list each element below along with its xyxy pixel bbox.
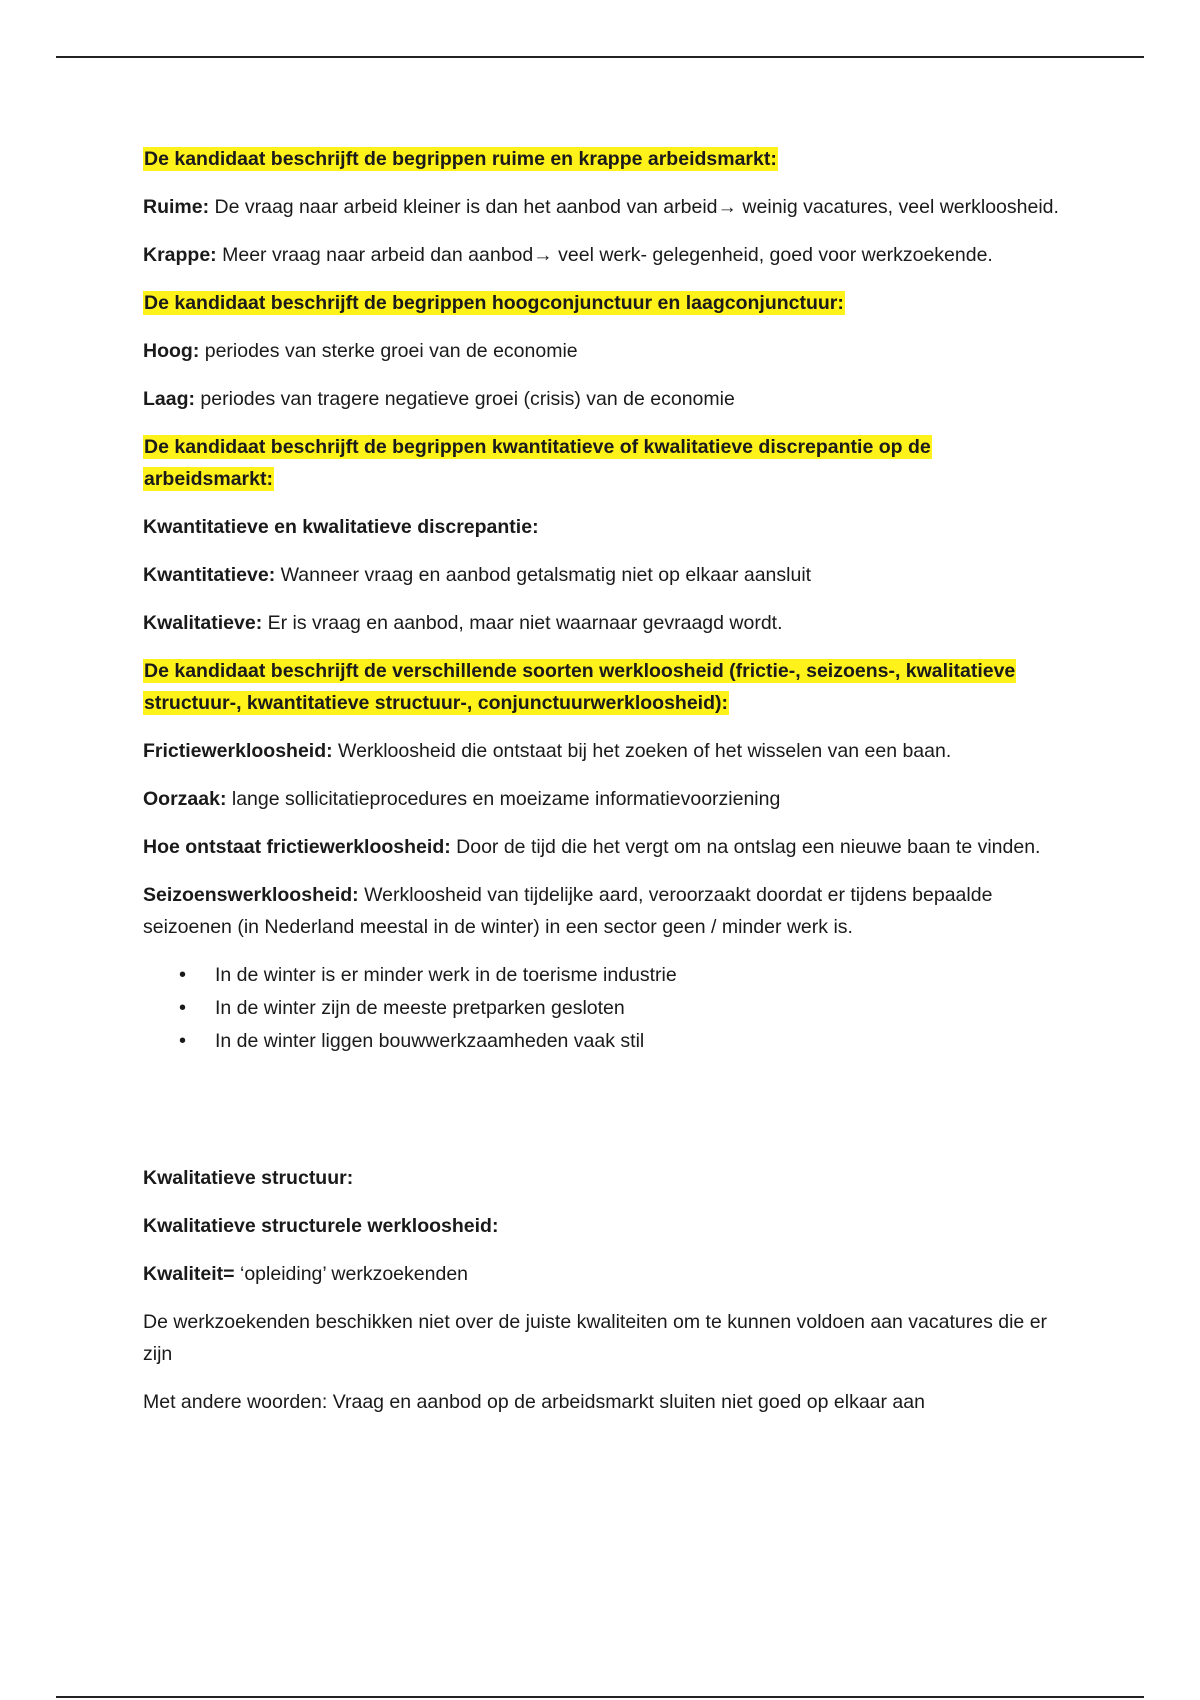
heading-ruime-krappe: De kandidaat beschrijft de begrippen ruime en krappe arbeidsmarkt: (144, 148, 777, 170)
definition-frictie: Frictiewerkloosheid: Werkloosheid die ontstaat bij het zoeken of het wisselen van een baan. (143, 740, 952, 762)
definition-laag: Laag: periodes van tragere negatieve groei (crisis) van de economie (143, 388, 735, 410)
definition-hoe-ontstaat: Hoe ontstaat frictiewerkloosheid: Door de tijd die het vergt om na ontslag een nieuwe baan te vinden. (143, 836, 1041, 858)
definition-krappe: Krappe: Meer vraag naar arbeid dan aanbod→ veel werk- gelegenheid, goed voor werkzoekende. (143, 244, 993, 266)
subheading-kwalitatieve-structuur: Kwalitatieve structuur: (143, 1167, 354, 1189)
paragraph-kwaliteiten: De werkzoekenden beschikken niet over de juiste kwaliteiten om te kunnen voldoen aan vacatures die er zijn (143, 1311, 1048, 1365)
definition-seizoen: Seizoenswerkloosheid: Werkloosheid van tijdelijke aard, veroorzaakt doordat er tijdens bepaalde seizoenen (in Nederland meestal in de winter) in een sector geen / minder werk is. (143, 884, 993, 938)
definition-hoog: Hoog: periodes van sterke groei van de economie (143, 340, 578, 362)
definition-oorzaak: Oorzaak: lange sollicitatieprocedures en moeizame informatievoorziening (143, 788, 781, 810)
heading-discrepantie: De kandidaat beschrijft de begrippen kwantitatieve of kwalitatieve discrepantie op de arbeidsmarkt: (144, 436, 931, 490)
top-rule (56, 56, 1144, 58)
definition-kwaliteit: Kwaliteit= ‘opleiding’ werkzoekenden (143, 1263, 469, 1285)
seizoen-examples-list (143, 959, 1063, 1058)
document-body (143, 143, 1063, 1434)
subheading-discrepantie: Kwantitatieve en kwalitatieve discrepantie: (143, 516, 539, 538)
list-item: • In de winter liggen bouwwerkzaamheden vaak stil (215, 1025, 1063, 1058)
subheading-kwalitatieve-structurele: Kwalitatieve structurele werkloosheid: (143, 1215, 499, 1237)
heading-conjunctuur: De kandidaat beschrijft de begrippen hoogconjunctuur en laagconjunctuur: (144, 292, 844, 314)
bottom-rule (56, 1696, 1144, 1698)
list-item: • In de winter is er minder werk in de toerisme industrie (215, 959, 1063, 992)
paragraph-andere-woorden: Met andere woorden: Vraag en aanbod op de arbeidsmarkt sluiten niet goed op elkaar aan (143, 1391, 925, 1413)
spacer (143, 1074, 1063, 1162)
definition-kwantitatieve: Kwantitatieve: Wanneer vraag en aanbod getalsmatig niet op elkaar aansluit (143, 564, 812, 586)
definition-kwalitatieve: Kwalitatieve: Er is vraag en aanbod, maar niet waarnaar gevraagd wordt. (143, 612, 783, 634)
heading-werkloosheid-soorten: De kandidaat beschrijft de verschillende soorten werkloosheid (frictie-, seizoens-, kwalitatieve structuur-, kwantitatieve structuur-, conjunctuurwerkloosheid): (144, 660, 1016, 714)
definition-ruime: Ruime: De vraag naar arbeid kleiner is dan het aanbod van arbeid→ weinig vacatures, veel werkloosheid. (143, 196, 1059, 218)
list-item: • In de winter zijn de meeste pretparken gesloten (215, 992, 1063, 1025)
